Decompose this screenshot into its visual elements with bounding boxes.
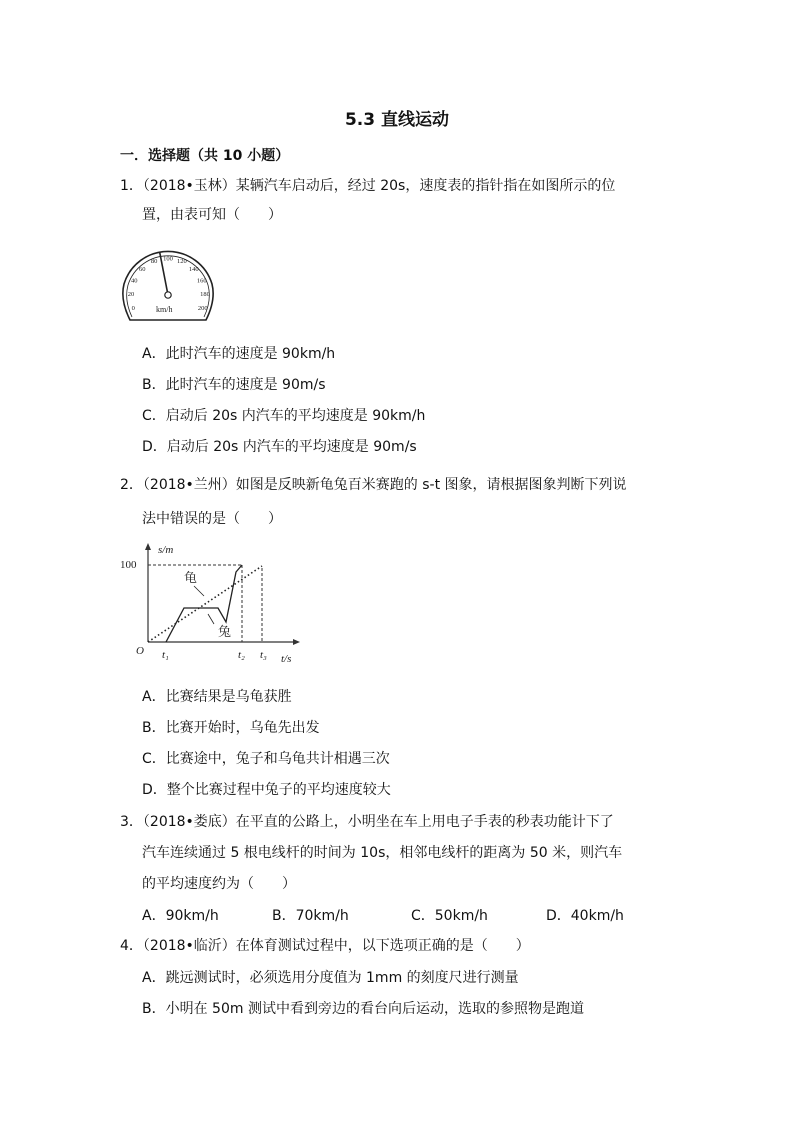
question-2-line-1: 2．（2018•兰州）如图是反映新龟兔百米赛跑的 s-t 图象，请根据图象判断下列说 <box>120 477 627 493</box>
t1-label: t₁ <box>162 649 169 661</box>
q2-option-c: C．比赛途中，兔子和乌龟共计相遇三次 <box>142 751 390 767</box>
q1-option-a: A．此时汽车的速度是 90km/h <box>142 346 336 362</box>
t2-label: t₂ <box>238 649 245 661</box>
question-1-line-1: 1．（2018•玉林）某辆汽车启动后，经过 20s，速度表的指针指在如图所示的位 <box>120 178 616 194</box>
q2-option-a: A．比赛结果是乌龟获胜 <box>142 689 292 705</box>
t3-label: t₃ <box>260 649 267 661</box>
page-title: 5.3 直线运动 <box>344 110 450 130</box>
y-tick-100: 100 <box>120 559 137 571</box>
q1-option-b: B．此时汽车的速度是 90m/s <box>142 377 326 393</box>
dial-tick-label: 160 <box>196 277 207 285</box>
q3-option-b: B．70km/h <box>272 908 349 924</box>
question-4-line-1: 4．（2018•临沂）在体育测试过程中，以下选项正确的是（ ） <box>120 938 530 954</box>
q1-option-c: C．启动后 20s 内汽车的平均速度是 90km/h <box>142 408 426 424</box>
q4-option-a: A．跳远测试时，必须选用分度值为 1mm 的刻度尺进行测量 <box>142 970 519 986</box>
y-axis-label: s/m <box>158 544 174 556</box>
dial-tick-label: 40 <box>130 277 138 285</box>
question-3-line-2: 汽车连续通过 5 根电线杆的时间为 10s，相邻电线杆的距离为 50 米，则汽车 <box>142 845 623 861</box>
dial-tick-label: 80 <box>150 258 158 266</box>
speedometer-figure <box>118 240 218 326</box>
tortoise-label: 龟 <box>184 570 198 585</box>
dial-tick-label: 20 <box>127 291 135 299</box>
question-2-line-2: 法中错误的是（ ） <box>142 511 282 527</box>
dial-tick-label: 100 <box>163 255 173 263</box>
dial-tick-label: 60 <box>139 265 146 273</box>
st-graph-figure <box>118 538 303 668</box>
q4-option-b: B．小明在 50m 测试中看到旁边的看台向后运动，选取的参照物是跑道 <box>142 1001 584 1017</box>
dial-tick-label: 180 <box>200 291 210 299</box>
origin-label: O <box>136 645 144 657</box>
question-1-line-2: 置，由表可知（ ） <box>142 207 282 223</box>
x-axis-label: t/s <box>281 653 292 665</box>
q1-option-d: D．启动后 20s 内汽车的平均速度是 90m/s <box>142 439 417 455</box>
dial-tick-label: 0 <box>131 305 135 313</box>
dial-tick-label: 120 <box>177 258 187 266</box>
dial-tick-label: 200 <box>197 305 208 313</box>
q3-option-a: A．90km/h <box>142 908 219 924</box>
question-3-line-3: 的平均速度约为（ ） <box>142 876 296 892</box>
q2-option-d: D．整个比赛过程中兔子的平均速度较大 <box>142 782 391 798</box>
q3-option-d: D．40km/h <box>546 908 624 924</box>
section-heading: 一．选择题（共 10 小题） <box>120 148 290 164</box>
speedometer-unit: km/h <box>156 305 173 314</box>
dial-tick-label: 140 <box>188 265 199 273</box>
rabbit-label: 兔 <box>218 624 232 639</box>
q2-option-b: B．比赛开始时，乌龟先出发 <box>142 720 320 736</box>
question-3-line-1: 3．（2018•娄底）在平直的公路上，小明坐在车上用电子手表的秒表功能计下了 <box>120 814 614 830</box>
q3-option-c: C．50km/h <box>411 908 488 924</box>
